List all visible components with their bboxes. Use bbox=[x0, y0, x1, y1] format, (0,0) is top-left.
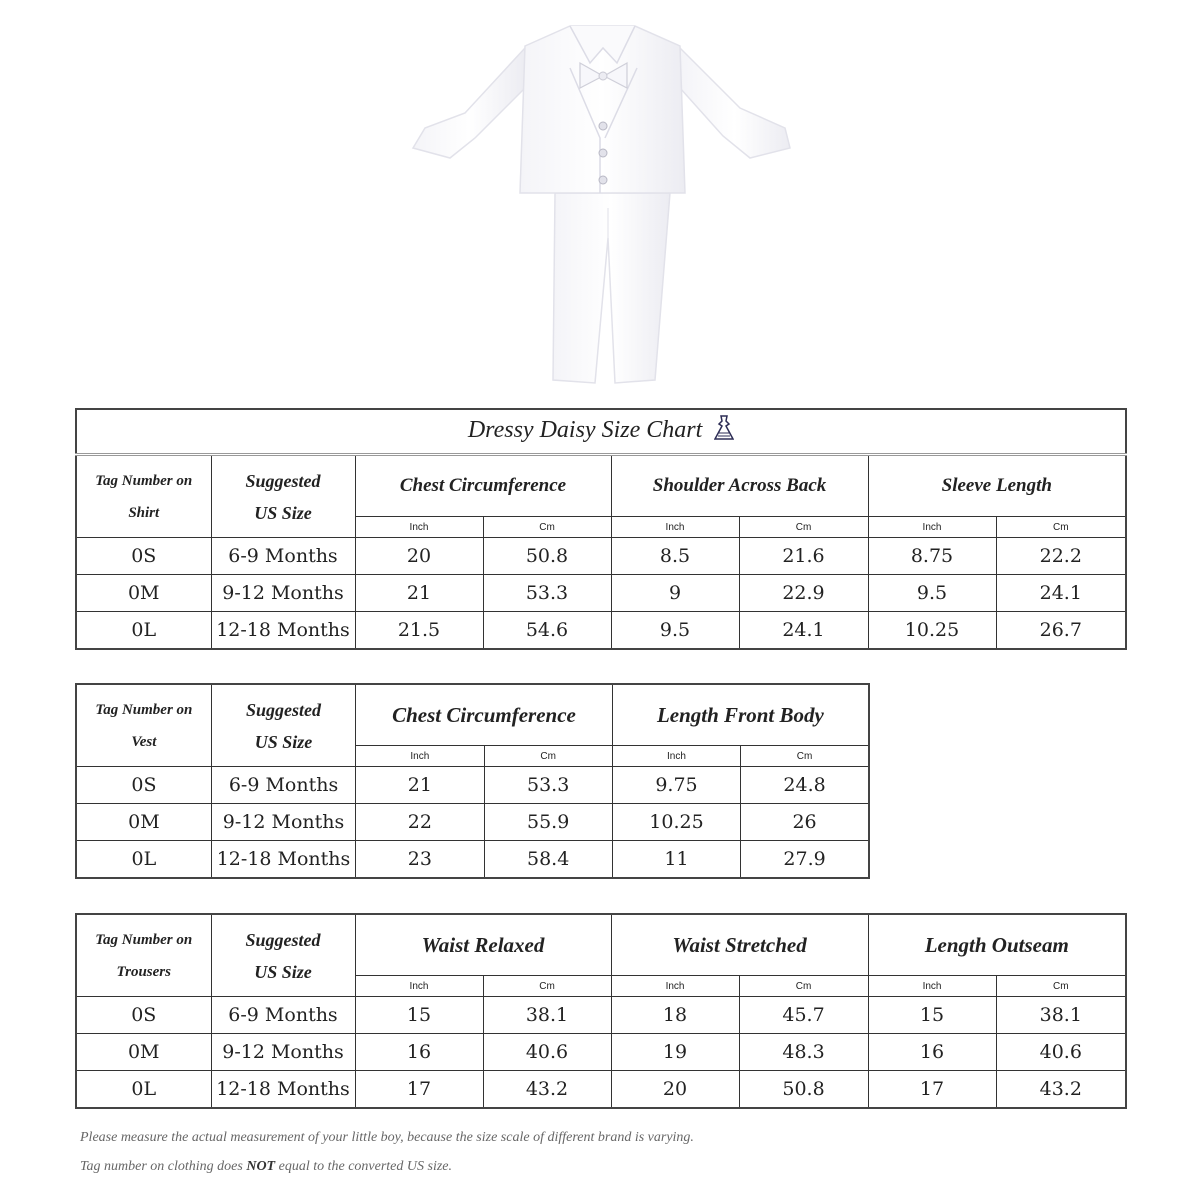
value-cell: 8.75 bbox=[868, 538, 996, 575]
value-cell: 38.1 bbox=[996, 997, 1126, 1034]
product-image bbox=[405, 8, 795, 398]
dress-icon bbox=[714, 415, 734, 448]
value-cell: 9 bbox=[611, 575, 739, 612]
unit-inch: Inch bbox=[611, 517, 739, 538]
table-row bbox=[76, 997, 1126, 1034]
us-size-cell: 6-9 Months bbox=[211, 538, 355, 575]
note-line-1: Please measure the actual measurement of your little boy, because the size scale of different brand is varying. bbox=[80, 1130, 694, 1145]
unit-cm: Cm bbox=[996, 976, 1126, 997]
value-cell: 26.7 bbox=[996, 612, 1126, 650]
unit-cm: Cm bbox=[483, 976, 611, 997]
vest-size-table bbox=[75, 683, 870, 879]
us-size-cell: 9-12 Months bbox=[211, 575, 355, 612]
value-cell: 16 bbox=[868, 1034, 996, 1071]
value-cell: 23 bbox=[356, 841, 484, 879]
unit-cm: Cm bbox=[484, 746, 612, 767]
value-cell: 40.6 bbox=[483, 1034, 611, 1071]
unit-cm: Cm bbox=[741, 746, 869, 767]
unit-inch: Inch bbox=[356, 746, 484, 767]
value-cell: 22 bbox=[356, 804, 484, 841]
value-cell: 21.6 bbox=[739, 538, 868, 575]
table-row bbox=[76, 804, 869, 841]
us-size-cell: 6-9 Months bbox=[211, 767, 355, 804]
value-cell: 17 bbox=[355, 1071, 483, 1109]
table-row bbox=[76, 767, 869, 804]
value-cell: 21.5 bbox=[355, 612, 483, 650]
table-row bbox=[76, 538, 1126, 575]
value-cell: 45.7 bbox=[739, 997, 868, 1034]
waist-stretched-header: Waist Stretched bbox=[611, 914, 868, 976]
unit-inch: Inch bbox=[868, 517, 996, 538]
chest-circumference-header: Chest Circumference bbox=[356, 684, 613, 746]
trousers-size-table bbox=[75, 913, 1127, 1109]
value-cell: 17 bbox=[868, 1071, 996, 1109]
value-cell: 18 bbox=[611, 997, 739, 1034]
value-cell: 15 bbox=[868, 997, 996, 1034]
us-size-header: Suggested US Size bbox=[211, 914, 355, 997]
table-row bbox=[76, 1071, 1126, 1109]
value-cell: 43.2 bbox=[483, 1071, 611, 1109]
sleeve-length-header: Sleeve Length bbox=[868, 455, 1126, 517]
value-cell: 22.2 bbox=[996, 538, 1126, 575]
note-line-2: Tag number on clothing does NOT equal to the converted US size. bbox=[80, 1159, 453, 1174]
value-cell: 16 bbox=[355, 1034, 483, 1071]
value-cell: 9.5 bbox=[868, 575, 996, 612]
value-cell: 27.9 bbox=[741, 841, 869, 879]
tag-cell: 0S bbox=[76, 538, 211, 575]
value-cell: 10.25 bbox=[868, 612, 996, 650]
us-size-cell: 12-18 Months bbox=[211, 841, 355, 879]
value-cell: 15 bbox=[355, 997, 483, 1034]
value-cell: 20 bbox=[355, 538, 483, 575]
value-cell: 9.75 bbox=[612, 767, 740, 804]
value-cell: 50.8 bbox=[739, 1071, 868, 1109]
value-cell: 53.3 bbox=[483, 575, 611, 612]
tag-cell: 0L bbox=[76, 841, 211, 879]
us-size-cell: 12-18 Months bbox=[211, 1071, 355, 1109]
tag-cell: 0L bbox=[76, 1071, 211, 1109]
unit-inch: Inch bbox=[612, 746, 740, 767]
tag-number-header: Tag Number on Trousers bbox=[76, 914, 211, 997]
tag-cell: 0M bbox=[76, 804, 211, 841]
value-cell: 48.3 bbox=[739, 1034, 868, 1071]
value-cell: 24.1 bbox=[739, 612, 868, 650]
tag-cell: 0S bbox=[76, 997, 211, 1034]
us-size-cell: 9-12 Months bbox=[211, 804, 355, 841]
value-cell: 40.6 bbox=[996, 1034, 1126, 1071]
unit-inch: Inch bbox=[355, 976, 483, 997]
value-cell: 26 bbox=[741, 804, 869, 841]
us-size-header: Suggested US Size bbox=[211, 684, 355, 767]
table-row bbox=[76, 612, 1126, 650]
unit-inch: Inch bbox=[355, 517, 483, 538]
unit-cm: Cm bbox=[996, 517, 1126, 538]
value-cell: 24.1 bbox=[996, 575, 1126, 612]
value-cell: 21 bbox=[356, 767, 484, 804]
tag-number-header: Tag Number on Shirt bbox=[76, 455, 211, 538]
unit-cm: Cm bbox=[739, 517, 868, 538]
waist-relaxed-header: Waist Relaxed bbox=[355, 914, 611, 976]
value-cell: 21 bbox=[355, 575, 483, 612]
length-front-body-header: Length Front Body bbox=[612, 684, 869, 746]
unit-cm: Cm bbox=[739, 976, 868, 997]
value-cell: 22.9 bbox=[739, 575, 868, 612]
us-size-header: Suggested US Size bbox=[211, 455, 355, 538]
value-cell: 58.4 bbox=[484, 841, 612, 879]
value-cell: 38.1 bbox=[483, 997, 611, 1034]
value-cell: 11 bbox=[612, 841, 740, 879]
us-size-cell: 6-9 Months bbox=[211, 997, 355, 1034]
tag-cell: 0S bbox=[76, 767, 211, 804]
value-cell: 43.2 bbox=[996, 1071, 1126, 1109]
shirt-size-table bbox=[75, 408, 1127, 650]
size-chart-title: Dressy Daisy Size Chart bbox=[76, 409, 1126, 455]
value-cell: 8.5 bbox=[611, 538, 739, 575]
tag-cell: 0L bbox=[76, 612, 211, 650]
unit-cm: Cm bbox=[483, 517, 611, 538]
unit-inch: Inch bbox=[611, 976, 739, 997]
table-row bbox=[76, 841, 869, 879]
value-cell: 50.8 bbox=[483, 538, 611, 575]
us-size-cell: 9-12 Months bbox=[211, 1034, 355, 1071]
us-size-cell: 12-18 Months bbox=[211, 612, 355, 650]
tag-cell: 0M bbox=[76, 575, 211, 612]
length-outseam-header: Length Outseam bbox=[868, 914, 1126, 976]
shoulder-across-back-header: Shoulder Across Back bbox=[611, 455, 868, 517]
value-cell: 53.3 bbox=[484, 767, 612, 804]
value-cell: 20 bbox=[611, 1071, 739, 1109]
unit-inch: Inch bbox=[868, 976, 996, 997]
value-cell: 24.8 bbox=[741, 767, 869, 804]
tag-cell: 0M bbox=[76, 1034, 211, 1071]
table-row bbox=[76, 1034, 1126, 1071]
chest-circumference-header: Chest Circumference bbox=[355, 455, 611, 517]
value-cell: 10.25 bbox=[612, 804, 740, 841]
value-cell: 54.6 bbox=[483, 612, 611, 650]
value-cell: 19 bbox=[611, 1034, 739, 1071]
tag-number-header: Tag Number on Vest bbox=[76, 684, 211, 767]
value-cell: 9.5 bbox=[611, 612, 739, 650]
table-row bbox=[76, 575, 1126, 612]
measurement-notes bbox=[80, 1130, 694, 1188]
value-cell: 55.9 bbox=[484, 804, 612, 841]
